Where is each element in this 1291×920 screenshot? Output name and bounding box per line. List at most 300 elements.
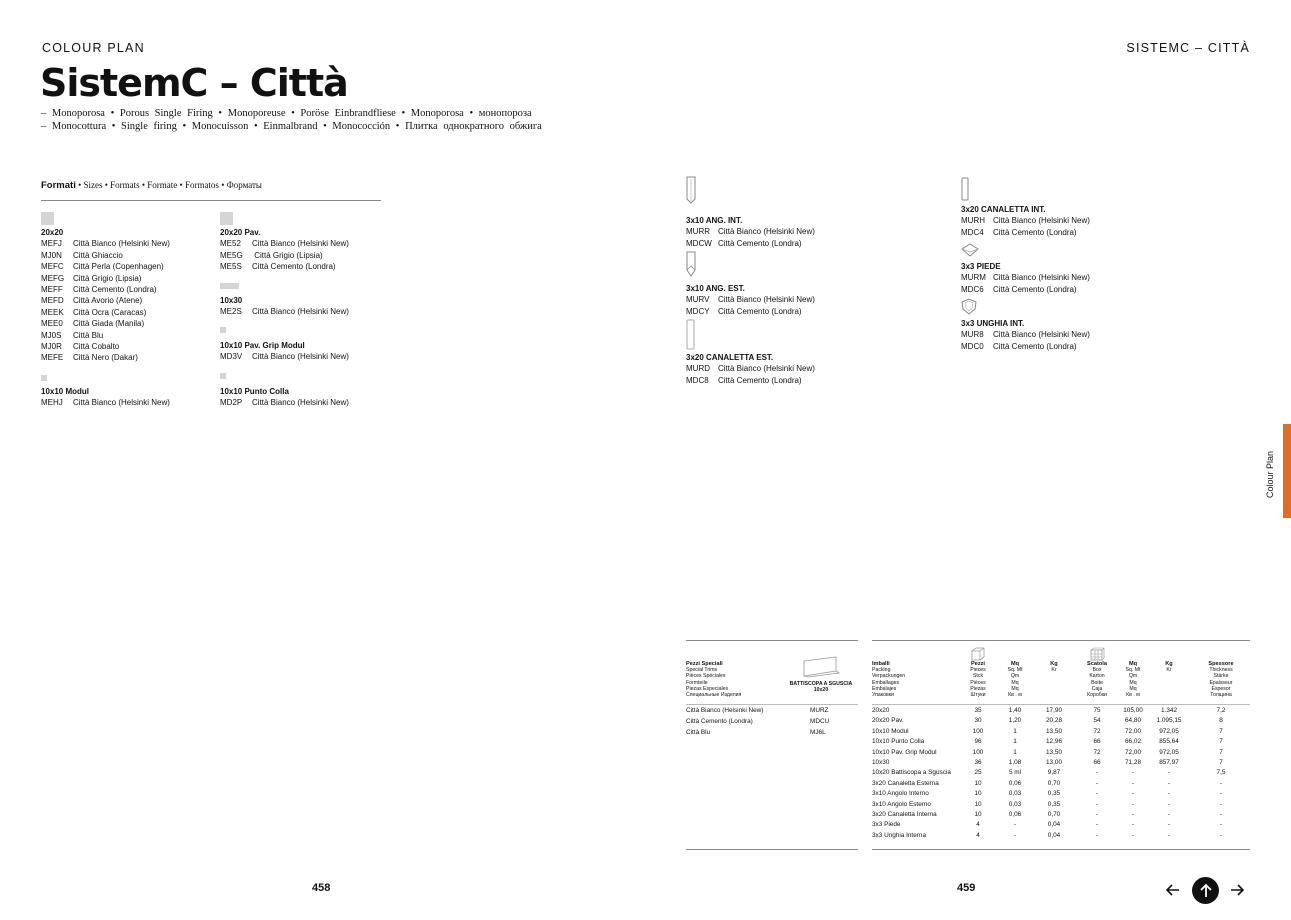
packing-value: - [1167, 779, 1171, 787]
packing-format: 10x10 Modul [872, 727, 909, 735]
packing-value: - [1167, 790, 1171, 798]
product-name: Città Grigio (Lipsia) [252, 250, 323, 260]
side-tab-label: Colour Plan [1265, 450, 1275, 498]
packing-column-header [1113, 661, 1153, 698]
trim-block-ang-int [686, 215, 815, 249]
packing-format: 3x20 Canaletta Interna [872, 811, 937, 818]
header-line: Штуки [970, 692, 986, 699]
product-name: Città Nero (Dakar) [73, 353, 138, 363]
table-rule-mid [686, 704, 858, 705]
code-row [41, 238, 170, 249]
packing-value: 17,90 [1046, 707, 1062, 714]
product-code: MDC0 [961, 341, 984, 351]
product-code: MUR8 [961, 330, 984, 340]
packing-value: 7 [1219, 748, 1223, 756]
packing-value: 0,35 [1047, 800, 1061, 808]
packing-value: 66 [1093, 759, 1101, 766]
product-code: MEFC [41, 262, 64, 272]
packing-value: 0,70 [1047, 779, 1061, 787]
header-line: Mq [1129, 685, 1137, 692]
packing-value: 0,06 [1008, 779, 1022, 787]
packing-value: - [1219, 800, 1223, 808]
sp-header-line: Piezas Especiales [686, 685, 729, 692]
packing-value: - [1167, 821, 1171, 829]
canaletta-external-icon [686, 319, 696, 351]
format-title: 10x10 Modul [41, 387, 90, 396]
trim-title: 3x10 ANG. EST. [686, 284, 745, 293]
packing-value: 7,2 [1216, 707, 1226, 714]
packing-value: 1.342 [1161, 707, 1177, 714]
sp-name: Città Cemento (Londra) [686, 718, 753, 725]
skirting-label [786, 681, 856, 693]
packing-value: 13,50 [1046, 748, 1062, 756]
header-line: Sq. Mt [1125, 667, 1141, 674]
sp-code: MURZ [810, 707, 829, 714]
packing-value: 36 [974, 759, 982, 766]
trim-rows [686, 226, 815, 249]
packing-format: 3x10 Angolo Esterno [872, 800, 931, 808]
header-line: Scatola [1087, 661, 1107, 667]
scroll-top-button[interactable] [1192, 877, 1219, 904]
pk-header-line: Упаковки [872, 692, 894, 699]
sp-header-line: Formteile [686, 679, 708, 686]
header-line: Толщина [1210, 692, 1232, 699]
packing-value: 35 [974, 707, 982, 714]
code-row [220, 351, 349, 362]
product-name: Città Blu [73, 330, 104, 340]
product-name: Città Bianco (Helsinki New) [252, 398, 349, 408]
header-line: Boite [1091, 679, 1103, 686]
packing-value: - [1219, 811, 1223, 818]
packing-value: 7 [1219, 759, 1223, 766]
trim-block-piede [961, 261, 1090, 295]
packing-value: 0,03 [1008, 800, 1022, 808]
divider [41, 200, 381, 201]
packing-value: - [1013, 831, 1017, 839]
packing-value: - [1013, 821, 1017, 829]
product-code: MDCY [686, 306, 710, 316]
skirting-icon [802, 655, 842, 679]
format-rows [220, 397, 349, 408]
sizes-heading-bold: Formati [41, 180, 76, 191]
packing-value: 9,87 [1047, 769, 1061, 777]
packing-value: 0,03 [1008, 790, 1022, 798]
header-line: Mq [1010, 661, 1020, 667]
trim-rows [961, 215, 1090, 238]
packing-value: 10 [974, 811, 982, 818]
page-number-left: 458 [312, 882, 331, 894]
code-row [961, 329, 1090, 340]
packing-value: 75 [1093, 707, 1101, 714]
format-block-20x20-pav [220, 227, 349, 273]
header-line: Кв . м [1126, 692, 1140, 699]
code-row [41, 341, 170, 352]
code-row [41, 330, 170, 341]
packing-value: 64,80 [1125, 717, 1141, 725]
packing-value: 7 [1219, 727, 1223, 735]
packing-value: 72,00 [1125, 727, 1141, 735]
packing-value: - [1219, 779, 1223, 787]
product-name: Città Bianco (Helsinki New) [252, 239, 349, 249]
packing-format: 10x10 Pav. Grip Modul [872, 748, 937, 756]
swatch-10x30 [220, 283, 239, 289]
product-code: MURD [686, 364, 710, 374]
format-block-10x10-modul [41, 386, 170, 409]
pk-header-line: Emballages [872, 679, 900, 686]
packing-value: 1,08 [1008, 759, 1022, 766]
product-name: Città Bianco (Helsinki New) [993, 216, 1090, 226]
code-row [220, 397, 349, 408]
pk-header-line: Packing [872, 667, 891, 674]
code-row [686, 294, 815, 305]
table-rule-bottom [686, 849, 858, 850]
packing-value: - [1219, 831, 1223, 839]
canaletta-internal-icon [961, 177, 970, 201]
swatch-punto-colla [220, 373, 226, 379]
packing-value: 1 [1013, 748, 1017, 756]
trim-rows [686, 294, 815, 317]
code-row [961, 341, 1090, 352]
product-name: Città Cemento (Londra) [718, 375, 802, 385]
unghia-icon [960, 298, 978, 316]
packing-format: 3x3 Piede [872, 821, 901, 829]
pk-header-line: Embalajes [872, 685, 897, 692]
header-line: Box [1092, 667, 1102, 674]
foot-icon [960, 242, 980, 258]
product-name: Città Avorio (Atene) [73, 296, 143, 306]
packing-value: 72 [1093, 727, 1101, 735]
sizes-heading [41, 180, 262, 191]
product-code: MEFE [41, 353, 64, 363]
code-row [41, 250, 170, 261]
product-name: Città Cemento (Londra) [993, 227, 1077, 237]
packing-column-header [958, 661, 998, 698]
product-name: Città Bianco (Helsinki New) [73, 398, 170, 408]
packing-value: 10 [974, 790, 982, 798]
product-code: MJ0N [41, 250, 62, 260]
swatch-20x20 [41, 212, 54, 225]
sp-code: MDCU [810, 718, 830, 725]
table-rule-top [872, 640, 1250, 641]
code-row [41, 273, 170, 284]
packing-value: - [1095, 769, 1099, 777]
packing-value: - [1131, 821, 1135, 829]
packing-column-header [1077, 661, 1117, 698]
packing-value: 4 [976, 821, 980, 829]
arrow-up-icon [1200, 884, 1212, 898]
packing-format: 3x10 Angolo Interno [872, 790, 929, 798]
trim-block-canaletta-est [686, 352, 815, 386]
sp-name: Città Bianco (Helsinki New) [686, 707, 764, 714]
product-name: Città Perla (Copenhagen) [73, 262, 164, 272]
trim-block-unghia [961, 318, 1090, 352]
code-row [686, 238, 815, 249]
packing-format: 20x20 [872, 707, 890, 714]
packing-format: 3x3 Unghia Interna [872, 831, 927, 839]
product-name: Città Bianco (Helsinki New) [718, 227, 815, 237]
packing-value: 1,20 [1008, 717, 1022, 725]
product-name: Città Cemento (Londra) [718, 306, 802, 316]
product-name: Città Bianco (Helsinki New) [718, 364, 815, 374]
header-line: Mq [1011, 685, 1019, 692]
packing-value: - [1131, 831, 1135, 839]
special-pieces-rows [686, 706, 858, 746]
code-row [41, 397, 170, 408]
page-number-right: 459 [957, 882, 976, 894]
packing-value: 0,35 [1047, 790, 1061, 798]
header-line: Kg [1050, 661, 1058, 667]
trim-rows [961, 329, 1090, 352]
packing-value: 0,70 [1047, 811, 1061, 818]
packing-value: 13,00 [1046, 759, 1062, 766]
packing-value: 20,28 [1046, 717, 1062, 725]
header-line: Caja [1091, 685, 1103, 692]
format-block-punto-colla [220, 386, 349, 409]
packing-value: 100 [972, 727, 984, 735]
code-row [220, 306, 349, 317]
trim-title: 3x3 PIEDE [961, 262, 1001, 271]
header-line: Thickness [1209, 667, 1233, 674]
table-rule-top [686, 640, 858, 641]
code-row [961, 227, 1090, 238]
packing-value: - [1167, 811, 1171, 818]
packing-value: 0,04 [1047, 821, 1061, 829]
table-rule-bottom [872, 849, 1250, 850]
product-code: MEFJ [41, 239, 62, 249]
product-code: MD3V [220, 352, 243, 362]
packing-value: 8 [1219, 717, 1223, 725]
code-row [41, 352, 170, 363]
product-name: Città Cemento (Londra) [73, 285, 157, 295]
packing-value: 0,04 [1047, 831, 1061, 839]
packing-column-header [1201, 661, 1241, 698]
packing-format: 10x30 [872, 759, 890, 766]
packing-value: 972,05 [1159, 748, 1179, 756]
prev-page-button[interactable] [1164, 881, 1182, 899]
swatch-10x10-modul [41, 375, 47, 381]
piece-icon [971, 647, 985, 661]
header-line: Karton [1089, 673, 1105, 680]
next-page-button[interactable] [1228, 881, 1246, 899]
product-code: MJ0S [41, 330, 62, 340]
trim-title: 3x20 CANALETTA EST. [686, 353, 774, 362]
header-line: Pieces [970, 667, 986, 674]
page-title: SistemC – Città [40, 61, 348, 105]
header-line: Stck [972, 673, 984, 680]
packing-value: - [1095, 811, 1099, 818]
packing-value: 13,50 [1046, 727, 1062, 735]
product-name: Città Bianco (Helsinki New) [993, 273, 1090, 283]
sp-code: MJ6L [810, 729, 826, 736]
packing-value: 7,5 [1216, 769, 1226, 777]
packing-rows [872, 706, 1250, 846]
sp-name: Città Blu [686, 729, 711, 736]
packing-value: - [1095, 779, 1099, 787]
packing-value: - [1167, 831, 1171, 839]
header-line: Pezzi [971, 661, 985, 667]
sp-header-line: Pezzi Speciali [686, 661, 723, 667]
product-code: MEHJ [41, 398, 63, 408]
trim-block-ang-est [686, 283, 815, 317]
product-code: ME5G [220, 250, 243, 260]
arrow-left-icon [1166, 884, 1180, 896]
packing-value: - [1095, 831, 1099, 839]
header-line: Stärke [1213, 673, 1229, 680]
trim-rows [961, 272, 1090, 295]
code-row [961, 215, 1090, 226]
packing-format: 20x20 Pav. [872, 717, 904, 725]
code-row [686, 363, 815, 374]
code-row [41, 307, 170, 318]
product-name: Città Bianco (Helsinki New) [993, 330, 1090, 340]
packing-value: 1,40 [1008, 707, 1022, 714]
product-name: Città Cemento (Londra) [993, 284, 1077, 294]
packing-value: 5 ml [1008, 769, 1022, 777]
packing-value: 54 [1093, 717, 1101, 725]
header-line: Spessore [1208, 661, 1234, 667]
corner-external-icon [685, 250, 697, 278]
packing-column-header [995, 661, 1035, 698]
product-name: Città Ghiaccio [73, 250, 123, 260]
packing-format: 3x20 Canaletta Esterna [872, 779, 939, 787]
product-code: MURH [961, 216, 985, 226]
product-code: MEEK [41, 307, 64, 317]
format-title: 10x10 Pav. Grip Modul [220, 341, 305, 350]
packing-value: 71,28 [1125, 759, 1141, 766]
packing-value: 10 [974, 779, 982, 787]
section-kicker: COLOUR PLAN [42, 41, 145, 55]
header-line: Кв . м [1008, 692, 1022, 699]
packing-value: - [1095, 800, 1099, 808]
sizes-heading-rest: • Sizes • Formats • Formate • Formatos • Форматы [75, 180, 262, 190]
header-line: Mq [1011, 679, 1019, 686]
code-row [41, 295, 170, 306]
sp-header-line: Специальные Изделия [686, 692, 742, 699]
format-rows [220, 306, 349, 317]
product-code: MEE0 [41, 319, 63, 329]
product-code: ME5S [220, 262, 242, 272]
header-line: Sq. Mt [1007, 667, 1023, 674]
header-line: Коробки [1087, 692, 1107, 699]
packing-value: 72 [1093, 748, 1101, 756]
header-line: Mq [1129, 679, 1137, 686]
product-name: Città Bianco (Helsinki New) [718, 295, 815, 305]
packing-value: - [1167, 800, 1171, 808]
code-row [686, 375, 815, 386]
packing-value: 66 [1093, 738, 1101, 746]
box-icon [1090, 647, 1105, 661]
header-line: Mq [1128, 661, 1138, 667]
header-line: Espesor [1211, 685, 1231, 692]
packing-column-header [1034, 661, 1074, 673]
packing-value: 972,05 [1159, 727, 1179, 735]
packing-value: - [1131, 769, 1135, 777]
header-line: Qm [1010, 673, 1020, 680]
packing-value: - [1095, 790, 1099, 798]
trim-title: 3x10 ANG. INT. [686, 216, 743, 225]
product-code: MDC8 [686, 375, 709, 385]
code-row [41, 318, 170, 329]
trim-title: 3x20 CANALETTA INT. [961, 205, 1046, 214]
code-row [961, 272, 1090, 283]
format-block-10x30 [220, 295, 349, 318]
product-code: MURR [686, 227, 710, 237]
packing-column-header [1149, 661, 1189, 673]
product-name: Città Grigio (Lipsia) [73, 273, 142, 283]
format-rows [41, 238, 170, 363]
packing-value: - [1131, 800, 1135, 808]
packing-header [872, 661, 905, 698]
trim-rows [686, 363, 815, 386]
packing-value: 855,64 [1159, 738, 1179, 746]
sp-column-size: 10x20 [813, 687, 829, 694]
product-name: Città Cobalto [73, 342, 120, 352]
section-kicker-right: SISTEMC – CITTÀ [1126, 41, 1250, 55]
product-name: Città Cemento (Londra) [993, 341, 1077, 351]
arrow-right-icon [1230, 884, 1244, 896]
packing-value: - [1095, 821, 1099, 829]
sp-header-line: Pièces Spéciales [686, 673, 726, 680]
trim-title: 3x3 UNGHIA INT. [961, 319, 1025, 328]
packing-value: 0,06 [1008, 811, 1022, 818]
packing-format: 10x20 Battiscopa a Sguscia [872, 769, 951, 777]
product-code: MDCW [686, 238, 712, 248]
special-pieces-header [686, 661, 741, 698]
packing-value: 100 [972, 748, 984, 756]
packing-value: - [1131, 790, 1135, 798]
format-title: 10x30 [220, 296, 243, 305]
product-code: ME52 [220, 239, 241, 249]
swatch-grip-modul [220, 327, 226, 333]
packing-value: - [1131, 779, 1135, 787]
packing-value: 10 [974, 800, 982, 808]
packing-value: 4 [976, 831, 980, 839]
subtitle-line-2: – Monocottura • Single firing • Monocuisson • Einmalbrand • Monococción • Плитка однократного обжига [41, 121, 542, 132]
packing-value: - [1131, 811, 1135, 818]
packing-value: 96 [974, 738, 982, 746]
product-code: MDC6 [961, 284, 984, 294]
product-code: MURM [961, 273, 986, 283]
format-title: 10x10 Punto Colla [220, 387, 289, 396]
packing-format: 10x10 Punto Colla [872, 738, 925, 746]
section-side-tab[interactable] [1283, 424, 1291, 518]
packing-value: 66,02 [1125, 738, 1141, 746]
header-line: Qm [1128, 673, 1138, 680]
format-rows [220, 238, 349, 272]
product-code: MURV [686, 295, 710, 305]
product-name: Città Bianco (Helsinki New) [73, 239, 170, 249]
code-row [686, 306, 815, 317]
product-code: MJ0R [41, 342, 62, 352]
header-line: Kr [1166, 667, 1172, 674]
pk-header-line: Imballi [872, 661, 890, 667]
header-line: Epaisseur [1209, 679, 1233, 686]
product-code: ME2S [220, 307, 242, 317]
product-code: MD2P [220, 398, 243, 408]
packing-value: 1 [1013, 727, 1017, 735]
product-name: Città Cemento (Londra) [718, 238, 802, 248]
product-code: MDC4 [961, 227, 984, 237]
product-name: Città Ocra (Caracas) [73, 307, 147, 317]
product-code: MEFF [41, 285, 63, 295]
packing-value: 105,00 [1123, 707, 1143, 714]
packing-value: - [1219, 790, 1223, 798]
header-line: Kg [1165, 661, 1173, 667]
sp-header-line: Special Trims [686, 667, 718, 674]
packing-value: - [1219, 821, 1223, 829]
code-row [41, 284, 170, 295]
product-code: MEFD [41, 296, 64, 306]
